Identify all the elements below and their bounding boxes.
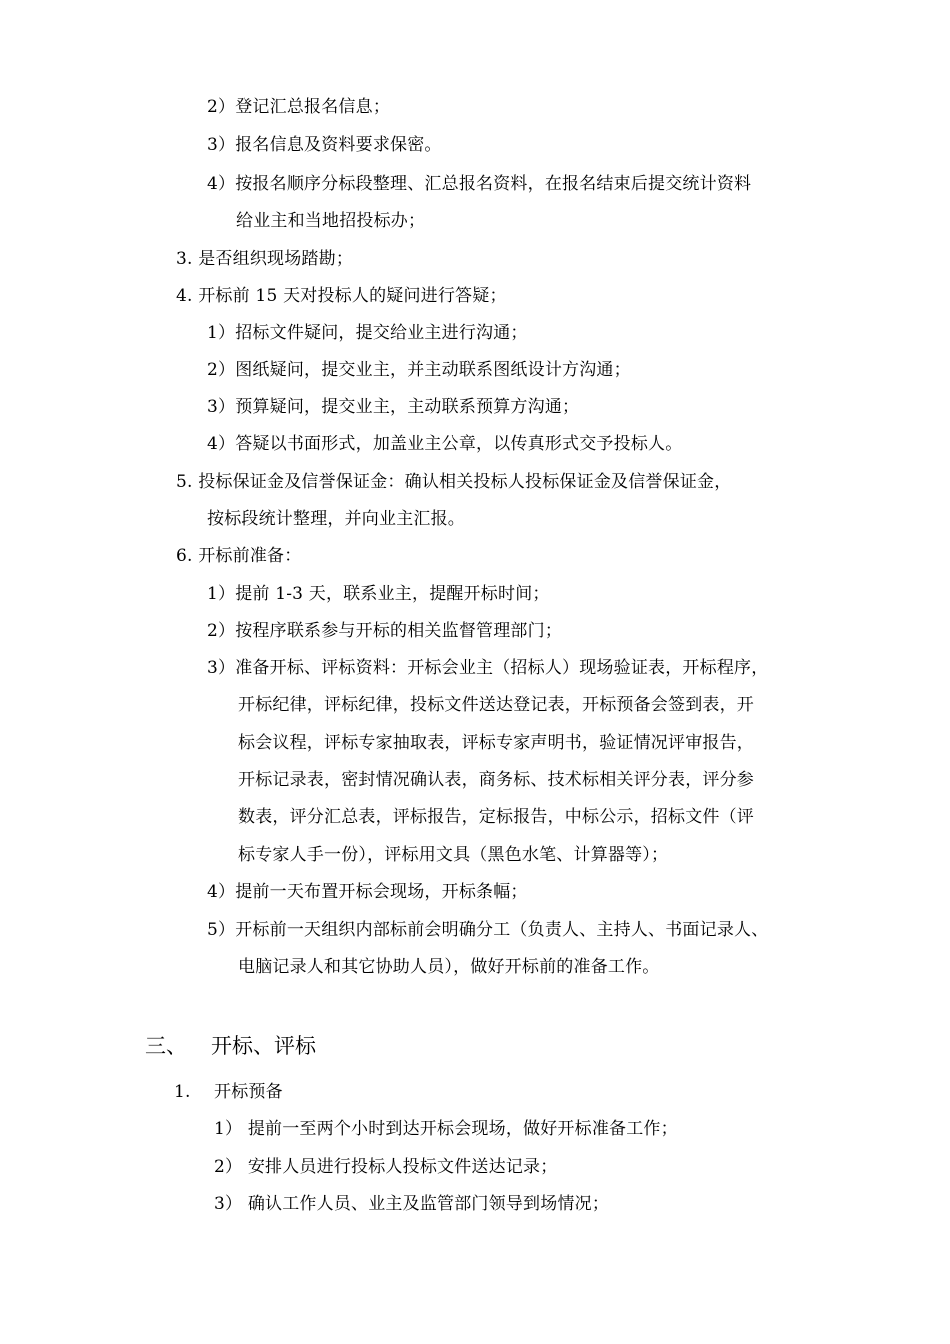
item-4-qa: 4. 开标前 15 天对投标人的疑问进行答疑；	[176, 286, 507, 306]
item-6-preparation: 6. 开标前准备：	[176, 546, 302, 566]
section-3-sub-1-title: 开标预备	[214, 1082, 283, 1102]
item-4-sub-2: 2）图纸疑问，提交业主，并主动联系图纸设计方沟通；	[207, 360, 631, 380]
section-3-sub-1-number: 1.	[174, 1082, 191, 1102]
item-6-sub-2: 2）按程序联系参与开标的相关监督管理部门；	[207, 621, 563, 641]
item-4-sub-4: 4）答疑以书面形式，加盖业主公章，以传真形式交予投标人。	[207, 434, 683, 454]
item-6-sub-3-continuation: 标专家人手一份），评标用文具（黑色水笔、计算器等）；	[238, 845, 669, 865]
registration-item-2: 2）登记汇总报名信息；	[207, 97, 391, 117]
item-6-sub-3-continuation: 数表，评分汇总表，评标报告，定标报告，中标公示，招标文件（评	[238, 807, 754, 827]
registration-item-4: 4）按报名顺序分标段整理、汇总报名资料，在报名结束后提交统计资料	[207, 174, 752, 194]
item-6-sub-5-continuation: 电脑记录人和其它协助人员），做好开标前的准备工作。	[238, 957, 660, 977]
item-4-sub-3: 3）预算疑问，提交业主，主动联系预算方沟通；	[207, 397, 580, 417]
section-3-sub-1-heading	[174, 1080, 283, 1104]
section-3-heading	[145, 1032, 316, 1060]
section-3-number: 三、	[145, 1034, 187, 1058]
item-6-sub-3-continuation: 开标记录表，密封情况确认表，商务标、技术标相关评分表，评分参	[238, 770, 754, 790]
item-6-sub-3: 3）准备开标、评标资料：开标会业主（招标人）现场验证表，开标程序，	[207, 658, 769, 678]
item-5-deposit: 5. 投标保证金及信誉保证金：确认相关投标人投标保证金及信誉保证金，	[176, 472, 732, 492]
section-3-sub-1-item-3: 3） 确认工作人员、业主及监管部门领导到场情况；	[214, 1194, 610, 1214]
registration-item-3: 3）报名信息及资料要求保密。	[207, 135, 442, 155]
item-3-site-survey: 3. 是否组织现场踏勘；	[176, 249, 354, 269]
item-4-sub-1: 1）招标文件疑问，提交给业主进行沟通；	[207, 323, 528, 343]
item-6-sub-4: 4）提前一天布置开标会现场，开标条幅；	[207, 882, 528, 902]
item-6-sub-3-continuation: 标会议程，评标专家抽取表，评标专家声明书，验证情况评审报告，	[238, 733, 754, 753]
registration-item-4-continuation: 给业主和当地招投标办；	[236, 211, 426, 231]
section-3-sub-1-item-1: 1） 提前一至两个小时到达开标会现场，做好开标准备工作；	[214, 1119, 678, 1139]
section-3-sub-1-item-2: 2） 安排人员进行投标人投标文件送达记录；	[214, 1157, 558, 1177]
section-3-title: 开标、评标	[211, 1034, 316, 1058]
item-5-continuation: 按标段统计整理，并向业主汇报。	[207, 509, 465, 529]
item-6-sub-5: 5）开标前一天组织内部标前会明确分工（负责人、主持人、书面记录人、	[207, 920, 769, 940]
item-6-sub-1: 1）提前 1-3 天，联系业主，提醒开标时间；	[207, 584, 550, 604]
item-6-sub-3-continuation: 开标纪律，评标纪律，投标文件送达登记表，开标预备会签到表，开	[238, 695, 754, 715]
